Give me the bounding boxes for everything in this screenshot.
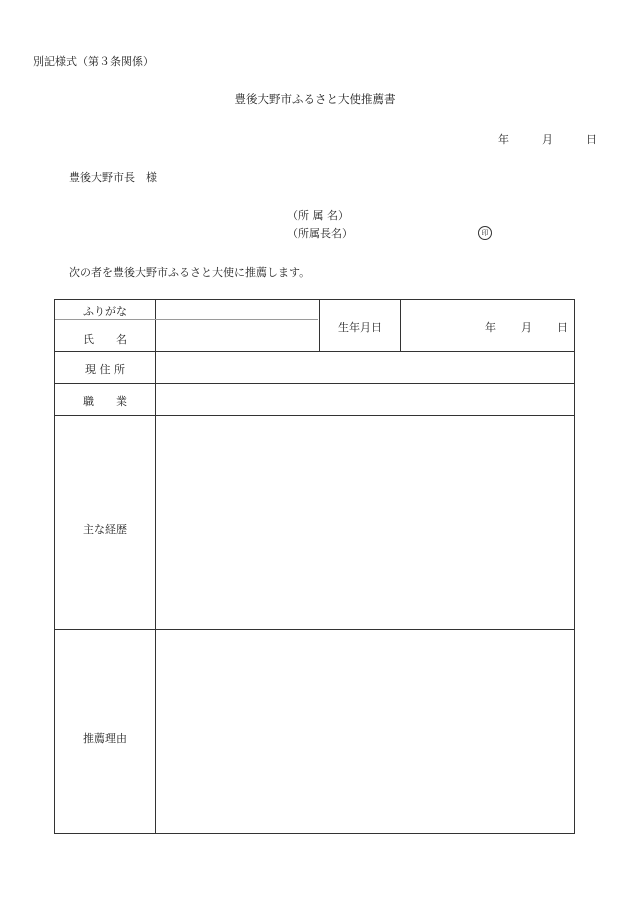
reason-field[interactable] [156,630,574,833]
birth-date-field[interactable] [485,319,568,335]
furigana-label: ふりがな [83,305,127,318]
address-field[interactable] [156,352,574,383]
career-label: 主な経歴 [83,523,127,536]
seal-mark: 印 [478,226,492,240]
occupation-label: 職 業 [83,395,127,408]
recommender-block [287,207,353,243]
birth-date-label: 生年月日 [338,321,382,334]
birth-month: 月 [521,321,532,334]
name-field[interactable] [156,320,319,351]
date-year: 年 [498,133,509,146]
addressee: 豊後大野市長 様 [69,171,157,184]
birth-day: 日 [557,321,568,334]
recommendation-form-table [54,299,575,834]
form-reference: 別記様式（第３条関係） [33,55,154,68]
occupation-field[interactable] [156,384,574,415]
furigana-field[interactable] [156,300,319,319]
affiliation-head-label: （所属長名） [287,227,353,240]
date-month: 月 [542,133,553,146]
address-label: 現 住 所 [85,363,125,376]
affiliation-label: （所 属 名） [287,209,349,222]
birth-label-divider-right [400,300,401,351]
birth-year: 年 [485,321,496,334]
document-title: 豊後大野市ふるさと大使推薦書 [234,92,396,106]
date-day: 日 [586,133,597,146]
name-label: 氏 名 [83,333,127,346]
reason-label: 推薦理由 [83,732,127,745]
submission-date [498,131,597,147]
intro-text: 次の者を豊後大野市ふるさと大使に推薦します。 [69,266,311,279]
career-field[interactable] [156,416,574,629]
